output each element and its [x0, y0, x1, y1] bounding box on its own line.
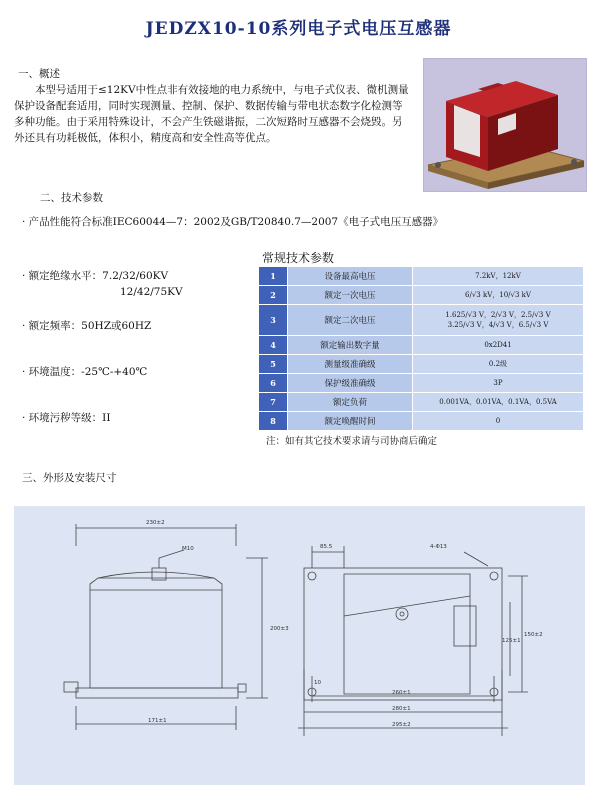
- row-number: 1: [259, 267, 288, 286]
- row-number: 7: [259, 393, 288, 412]
- ground-stud: [238, 684, 246, 692]
- ambient-temperature: · 环境温度：-25℃-+40℃: [22, 366, 148, 378]
- param-name: 测量级准确级: [288, 355, 413, 374]
- section-params-heading: 二、技术参数: [40, 192, 103, 204]
- rated-frequency: · 额定频率：50HZ或60HZ: [22, 320, 152, 332]
- page-title: JEDZX10-10系列电子式电压互感器: [145, 19, 452, 39]
- param-value: 0.2级: [413, 355, 584, 374]
- param-name: 额定输出数字量: [288, 336, 413, 355]
- pollution-level: · 环境污秽等级：II: [22, 412, 111, 424]
- param-name: 设备最高电压: [288, 267, 413, 286]
- section-dimensions-heading: 三、外形及安装尺寸: [22, 472, 117, 484]
- dim-label-85-5: 85.5: [320, 544, 333, 550]
- table-row: [259, 393, 584, 412]
- table-row: [259, 286, 584, 305]
- row-number: 4: [259, 336, 288, 355]
- body-top-curve: [98, 572, 214, 578]
- table-row: [259, 267, 584, 286]
- row-number: 5: [259, 355, 288, 374]
- leader-line: [464, 552, 488, 566]
- dim-label-150: 150±2: [524, 632, 543, 638]
- dim-label-260: 260±1: [392, 690, 411, 696]
- insulation-level-line1: · 额定绝缘水平：7.2/32/60KV: [22, 270, 169, 282]
- param-value: 0.001VA，0.01VA，0.1VA，0.5VA: [413, 393, 584, 412]
- dim-label-295: 295±2: [392, 722, 411, 728]
- mount-hole: [308, 572, 316, 580]
- product-photo: [423, 58, 587, 192]
- transformer-body: [90, 578, 222, 688]
- param-name: 额定唤醒时间: [288, 412, 413, 431]
- dimension-drawing: [14, 506, 585, 785]
- center-hole-inner: [400, 612, 404, 616]
- center-hole: [396, 608, 408, 620]
- row-number: 2: [259, 286, 288, 305]
- param-value: 6/√3 kV，10/√3 kV: [413, 286, 584, 305]
- table-row: [259, 374, 584, 393]
- params-table: [258, 266, 584, 431]
- top-view-body: [344, 574, 470, 694]
- mount-hole: [490, 572, 498, 580]
- param-value: 0: [413, 412, 584, 431]
- body-edge: [344, 596, 470, 616]
- table-row: [259, 336, 584, 355]
- dim-label-m10: M10: [182, 546, 194, 552]
- dim-label-10: 10: [314, 680, 321, 686]
- param-value-multi: [413, 305, 584, 336]
- param-value-line2: 3.25/√3 V，4/√3 V，6.5/√3 V: [447, 321, 549, 329]
- param-value: 7.2kV，12kV: [413, 267, 584, 286]
- side-block: [454, 606, 476, 646]
- table-title: 常规技术参数: [262, 251, 335, 265]
- insulation-level-line2: 12/42/75KV: [120, 286, 183, 298]
- base-plate: [76, 688, 238, 698]
- dim-label-280: 280±1: [392, 706, 411, 712]
- dimension-drawing-svg: [14, 506, 585, 785]
- dim-label-200: 200±3: [270, 626, 289, 632]
- dim-label-125: 125±1: [502, 638, 521, 644]
- dim-label-230: 230±2: [146, 520, 165, 526]
- standard-line: · 产品性能符合标准IEC60044—7：2002及GB/T20840.7—2007《电子式电压互感器》: [22, 216, 444, 228]
- param-name: 额定二次电压: [288, 305, 413, 336]
- row-number: 6: [259, 374, 288, 393]
- param-value: 0x2D41: [413, 336, 584, 355]
- overview-paragraph: 本型号适用于≤12KV中性点非有效接地的电力系统中，与电子式仪表、微机测量保护设备配套适用，同时实现测量、控制、保护、数据传输与带电状态数字化检测等多种功能。由于采用特殊设计，不会产生铁磁谐振，二次短路时互感器不会烧毁。另外还具有功耗极低，体积小，精度高和安全性高等优点。: [14, 84, 409, 144]
- table-row: [259, 305, 584, 336]
- table-row: [259, 412, 584, 431]
- transformer-photo-illustration: [424, 59, 586, 191]
- table-row: [259, 355, 584, 374]
- dim-label-holes: 4-Φ13: [430, 544, 447, 550]
- leader-line: [159, 550, 184, 558]
- param-value-line1: 1.625/√3 V，2/√3 V，2.5/√3 V: [445, 311, 551, 319]
- param-value: 3P: [413, 374, 584, 393]
- param-name: 额定一次电压: [288, 286, 413, 305]
- row-number: 3: [259, 305, 288, 336]
- section-overview-heading: 一、概述: [18, 68, 60, 80]
- dim-label-171: 171±1: [148, 718, 167, 724]
- row-number: 8: [259, 412, 288, 431]
- top-view-outline: [304, 568, 502, 700]
- param-name: 保护级准确级: [288, 374, 413, 393]
- param-name: 额定负荷: [288, 393, 413, 412]
- table-note: 注：如有其它技术要求请与司协商后确定: [266, 436, 438, 447]
